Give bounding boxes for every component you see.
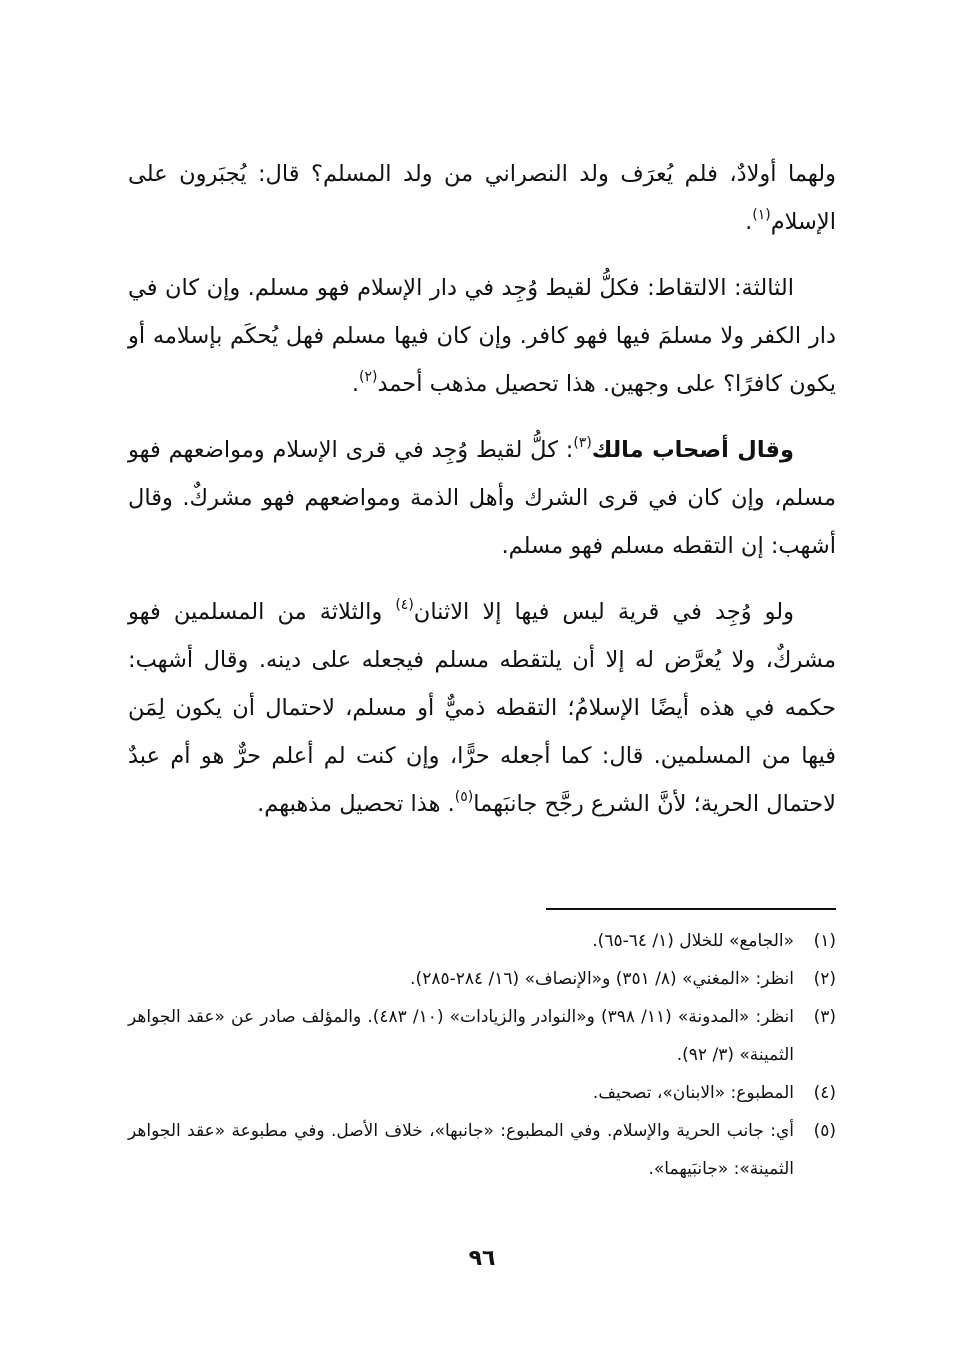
- footnote-ref-4: (٤): [395, 596, 414, 613]
- paragraph-2: [128, 264, 836, 408]
- paragraph-4-text-b: والثلاثة من المسلمين فهو مشركٌ، ولا يُعرَّض له إلا أن يلتقطه مسلم فيجعله على دينه. وقال أشهب: حكمه في هذه أيضًا الإسلامُ؛ التقطه ذميٌّ أو مسلم، لاحتمال أن يكون لِمَن فيها من المسلمين. قال: كما أجعله حرًّا، وإن كنت لم أعلم حرٌّ هو أم عبدٌ لاحتمال الحرية؛ لأنَّ الشرع رجَّح جانبَهما: [128, 599, 836, 817]
- paragraph-3-text: : كلُّ لقيط وُجِد في قرى الإسلام ومواضعهم فهو مسلم، وإن كان في قرى الشرك وأهل الذمة ومواضعهم فهو مشركٌ. وقال أشهب: إن التقطه مسلم فهو مسلم.: [128, 437, 836, 559]
- footnote-number: (١): [813, 931, 836, 951]
- footnote-text: انظر: «المدونة» (١١/ ٣٩٨) و«النوادر والزيادات» (١٠/ ٤٨٣). والمؤلف صادر عن «عقد الجواهر الثمينة» (٣/ ٩٢).: [128, 1007, 795, 1065]
- footnote-text: «الجامع» للخلال (١/ ٦٤-٦٥).: [592, 931, 794, 951]
- footnote-4: [128, 1074, 836, 1112]
- footnote-text: أي: جانب الحرية والإسلام. وفي المطبوع: «جانبها»، خلاف الأصل. وفي مطبوعة «عقد الجواهر الثمينة»: «جانبَيهما».: [128, 1121, 794, 1179]
- paragraph-3-lead: وقال أصحاب مالك: [591, 437, 794, 463]
- footnote-text: المطبوع: «الابنان»، تصحيف.: [592, 1083, 794, 1103]
- footnote-number: (٤): [813, 1083, 836, 1103]
- footnote-number: (٥): [813, 1121, 836, 1141]
- paragraph-1-tail: .: [745, 209, 753, 235]
- footnote-3: [128, 998, 836, 1074]
- paragraph-2-tail: .: [351, 371, 359, 397]
- footnote-separator: [546, 908, 836, 910]
- footnote-ref-5: (٥): [454, 788, 474, 805]
- footnote-1: [128, 922, 836, 960]
- footnote-5: [128, 1112, 836, 1188]
- page-number: ٩٦: [468, 1246, 496, 1271]
- paragraph-1: [128, 150, 836, 246]
- paragraph-4: [128, 588, 836, 828]
- footnote-ref-3: (٣): [573, 434, 592, 451]
- paragraph-4-text-a: ولو وُجِد في قرية ليس فيها إلا الاثنان: [413, 599, 794, 625]
- paragraph-2-text: الثالثة: الالتقاط: فكلُّ لقيط وُجِد في دار الإسلام فهو مسلم. وإن كان في دار الكفر ولا مسلمَ فيها فهو كافر. وإن كان فيها مسلم فهل يُحكَم بإسلامه أو يكون كافرًا؟ على وجهين. هذا تحصيل مذهب أحمد: [128, 275, 836, 397]
- footnote-text: انظر: «المغني» (٨/ ٣٥١) و«الإنصاف» (١٦/ ٢٨٤-٢٨٥).: [410, 969, 794, 989]
- footnotes: [128, 922, 836, 1188]
- footnote-number: (٣): [813, 1007, 836, 1027]
- main-text: [128, 150, 836, 846]
- footnote-number: (٢): [813, 969, 836, 989]
- footnote-ref-2: (٢): [359, 368, 378, 385]
- paragraph-4-text-c: . هذا تحصيل مذهبهم.: [257, 791, 455, 817]
- paragraph-3: [128, 426, 836, 570]
- footnote-ref-1: (١): [752, 206, 771, 223]
- footnote-2: [128, 960, 836, 998]
- paragraph-1-text: ولهما أولادٌ، فلم يُعرَف ولد النصراني من ولد المسلم؟ قال: يُجبَرون على الإسلام: [128, 161, 836, 235]
